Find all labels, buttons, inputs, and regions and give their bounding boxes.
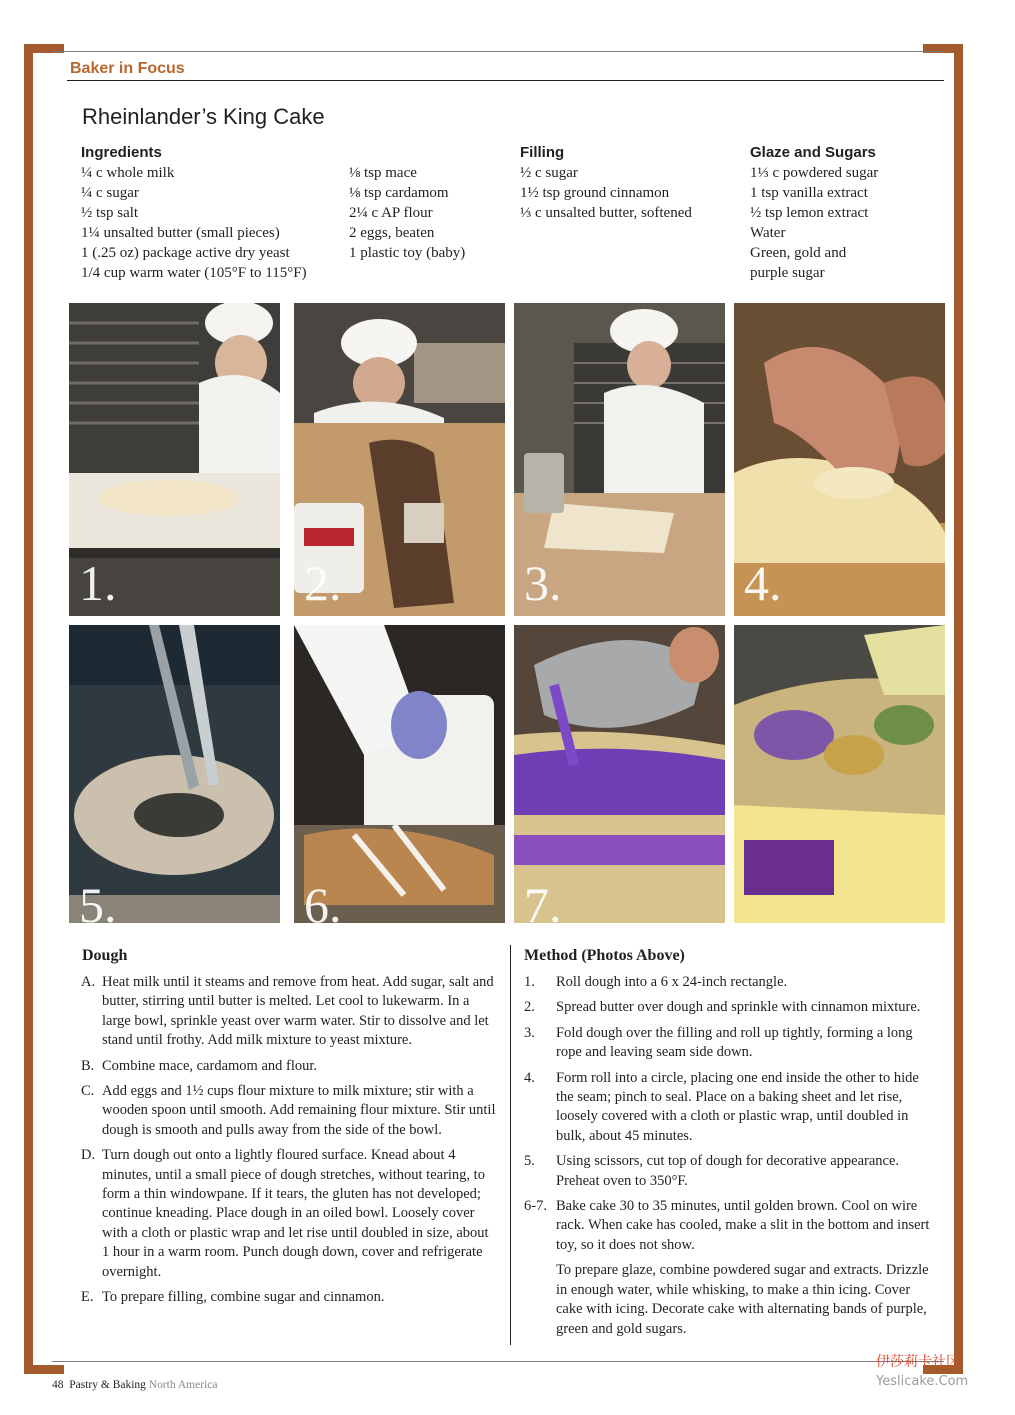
step-marker [524,1261,556,1339]
page-footer [52,1379,217,1391]
dough-step [81,1146,496,1282]
dough-heading: Dough [82,947,128,964]
step-marker: 4. [524,1069,535,1086]
section-label: Baker in Focus [70,60,185,77]
glaze-item: 1⅓ c powdered sugar [750,165,879,181]
filling-item: 1½ tsp ground cinnamon [520,185,670,201]
watermark-site: Yeslicake.Com [876,1374,969,1389]
dough-steps [81,973,496,1314]
step-text: Combine mace, cardamom and flour. [102,1057,318,1074]
filling-item: ⅓ c unsalted butter, softened [520,205,692,221]
step-text: To prepare glaze, combine powdered sugar and extracts. Drizzle in enough water, while whisking, to make a thin icing. Cover cake with icing. Decorate cake with alternating bands of purple, green and gold sugars. [556,1262,929,1337]
step-marker: 3. [524,1024,535,1041]
ingredient-item: ¼ c sugar [81,185,139,201]
magazine-region: North America [148,1379,218,1391]
filling-item: ½ c sugar [520,165,578,181]
step-marker: 6-7. [524,1198,547,1215]
step-marker: E. [81,1289,94,1306]
filling-heading: Filling [520,144,565,161]
step-text: To prepare filling, combine sugar and cinnamon. [102,1289,385,1306]
ingredient-item: 2 eggs, beaten [349,225,435,241]
photo-step-number: 6. [304,877,342,933]
step-marker: C. [81,1083,95,1100]
method-step [524,1261,937,1339]
photo-packaged-cake [734,625,945,938]
step-marker: 1. [524,974,535,990]
frame-bracket-right [954,44,963,1374]
frame-bracket-left [24,44,33,1374]
ingredient-item: ⅛ tsp cardamom [349,185,449,201]
glaze-item: 1 tsp vanilla extract [750,185,868,201]
page-number: 48 [52,1379,64,1391]
glaze-heading: Glaze and Sugars [750,144,876,161]
recipe-title: Rheinlander’s King Cake [82,104,325,129]
method-steps [524,973,937,1345]
method-step [524,1069,937,1147]
method-step [524,1152,937,1191]
method-step [524,1197,937,1255]
ingredient-item: ⅛ tsp mace [349,165,417,181]
column-divider [510,945,511,1345]
ingredient-item: 1¼ unsalted butter (small pieces) [81,225,280,241]
glaze-item: Water [750,225,786,241]
step-text: Heat milk until it steams and remove from heat. Add sugar, salt and butter, stirring until butter is melted. Let cool to lukewarm. In a large bowl, sprinkle yeast over warm water. Stir to dissolve and let stand until frothy. Add milk mixture to yeast mixture. [102,974,494,1049]
photo-cutting-top [69,625,280,938]
dough-step [81,1082,496,1140]
step-text: Fold dough over the filling and roll up tightly, forming a long rope and leaving seam side down. [556,1024,913,1061]
photo-rolling-dough [69,303,280,616]
step-text: Turn dough out onto a lightly floured surface. Knead about 4 minutes, until a small piece of dough stretches, without tearing, to form a thin windowpane. If it tears, the gluten has not developed; continue kneading. Place dough in an oiled bowl. Loosely cover with a cloth or plastic wrap and let rise until doubled in size, about 1 hour in a warm room. Punch dough down, cover and refrigerate overnight. [102,1147,489,1280]
magazine-name: Pastry & Baking [69,1379,146,1391]
photo-step-number: 5. [79,877,117,933]
step-marker: A. [81,974,96,990]
dough-step [81,1057,496,1076]
glaze-item: ½ tsp lemon extract [750,205,869,221]
ingredients-heading: Ingredients [81,144,162,161]
step-text: Using scissors, cut top of dough for decorative appearance. Preheat oven to 350°F. [556,1153,900,1189]
photo-rolling-rope [514,303,725,616]
photo-step-number: 1. [79,555,117,611]
ingredient-item: 2¼ c AP flour [349,205,433,221]
step-marker: 5. [524,1153,535,1170]
ingredient-item: 1 plastic toy (baby) [349,245,466,261]
method-step [524,973,937,992]
step-text: Bake cake 30 to 35 minutes, until golden brown. Cool on wire rack. When cake has cooled, make a slit in the bottom and insert toy, so it does not show. [556,1198,930,1253]
glaze-item: Green, gold and [750,245,847,261]
step-text: Spread butter over dough and sprinkle with cinnamon mixture. [556,999,921,1016]
method-step [524,1024,937,1063]
ingredient-item: 1/4 cup warm water (105°F to 115°F) [81,265,307,281]
photo-sealing-ring [734,303,945,616]
photo-icing-cake [294,625,505,938]
step-marker: D. [81,1147,96,1164]
glaze-item: purple sugar [750,265,825,281]
step-marker: B. [81,1057,95,1074]
photo-step-number: 2. [304,555,342,611]
filling-list [520,163,740,223]
section-rule [67,80,944,81]
photo-spreading-filling [294,303,505,616]
ingredient-item: 1 (.25 oz) package active dry yeast [81,245,290,261]
photo-step-number: 3. [524,555,562,611]
frame-line-top [52,51,944,52]
method-heading: Method (Photos Above) [524,947,685,964]
glaze-list [750,163,930,283]
step-marker: 2. [524,999,535,1016]
photo-purple-sugar [514,625,725,938]
ingredient-item: ¼ c whole milk [81,165,175,181]
dough-step [81,1288,496,1307]
dough-step [81,973,496,1051]
ingredients-list-2 [349,163,509,263]
method-step [524,998,937,1017]
step-text: Roll dough into a 6 x 24-inch rectangle. [556,974,788,990]
step-text: Form roll into a circle, placing one end inside the other to hide the seam; pinch to seal. Place on a baking sheet and let rise, loosely covered with a cloth or plastic wrap, until doubled in bulk, about 45 minutes. [556,1069,919,1144]
ingredient-item: ½ tsp salt [81,205,139,221]
watermark-cn: 伊莎莉卡社区 [876,1354,960,1370]
ingredients-list-1 [81,163,341,283]
photo-step-number: 4. [744,555,782,611]
step-text: Add eggs and 1½ cups flour mixture to milk mixture; stir with a wooden spoon until smooth. Add remaining flour mixture. Stir until dough is smooth and pulls away from the side of the bowl. [102,1083,496,1138]
frame-line-bottom [52,1361,944,1362]
photo-step-number: 7. [524,877,562,933]
frame-cap-bottom-left [24,1365,64,1374]
